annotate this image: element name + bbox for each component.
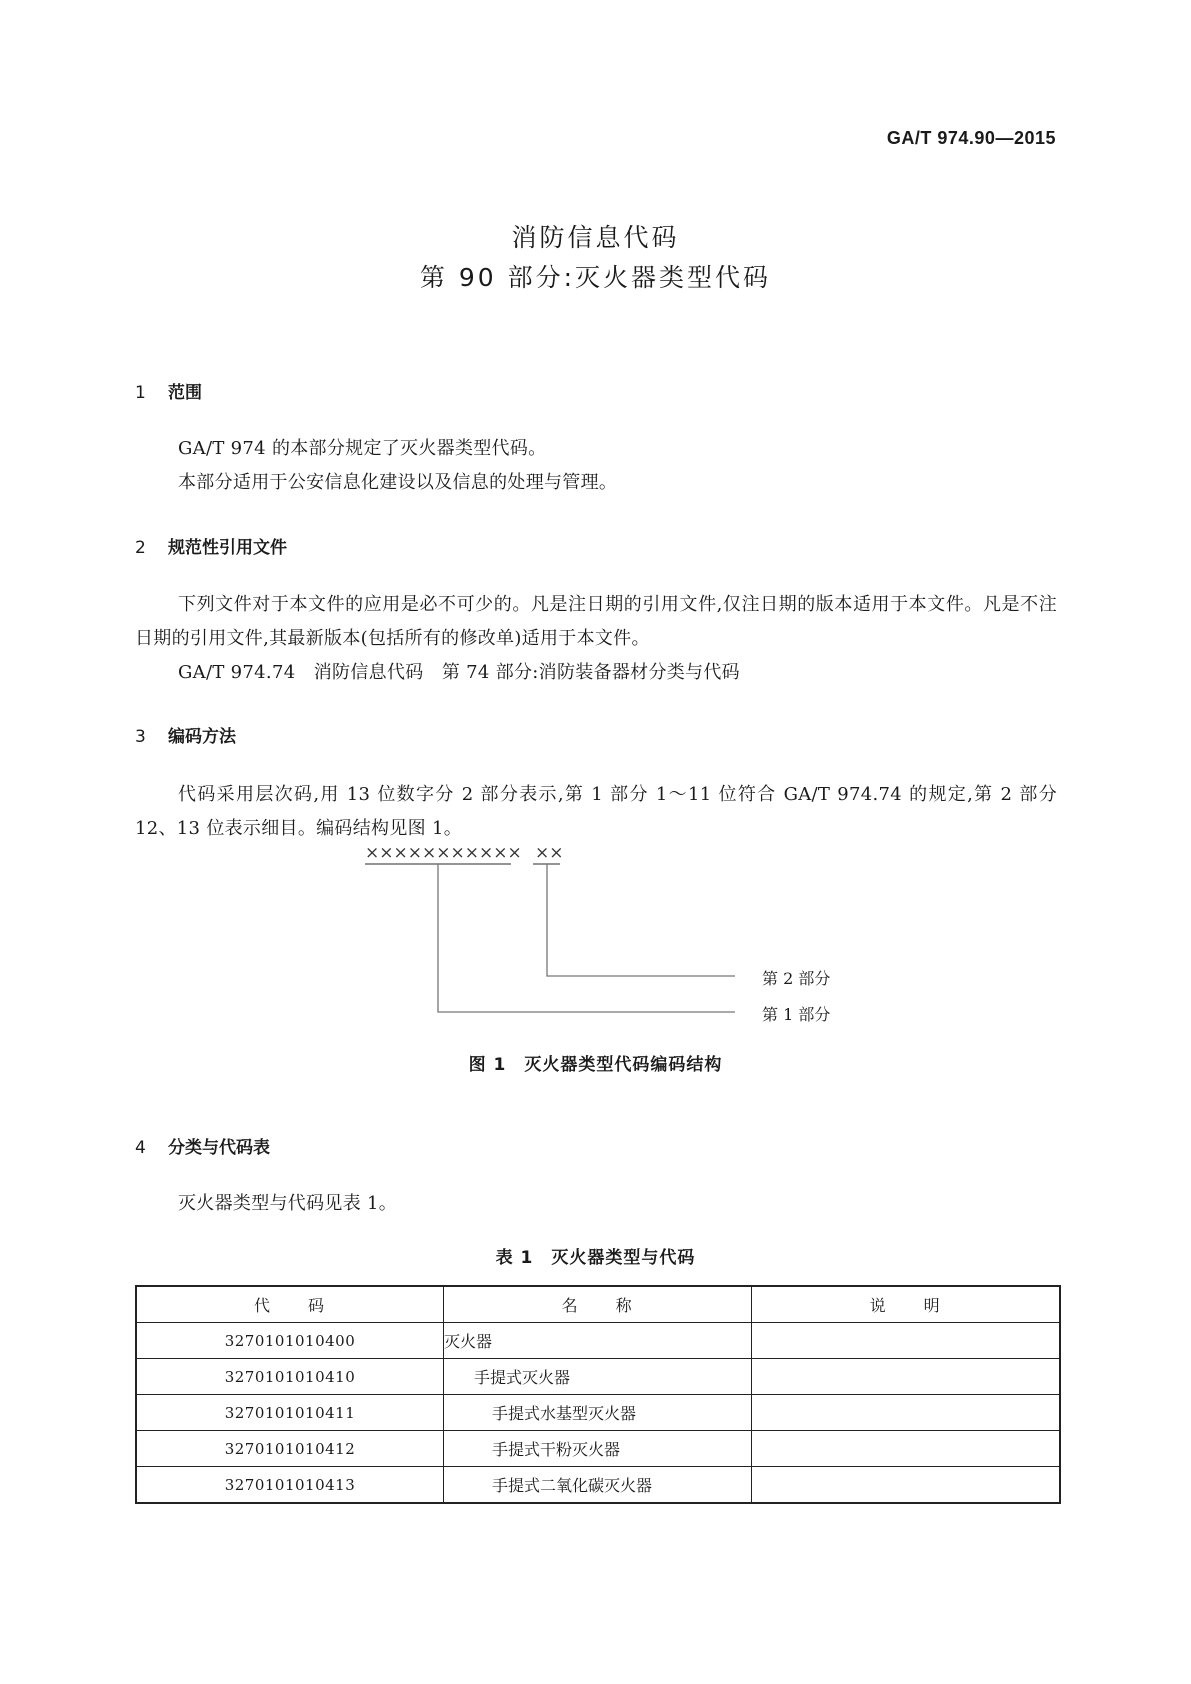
title-line-1: 消防信息代码 bbox=[511, 223, 680, 252]
header-name: 名 称 bbox=[443, 1286, 751, 1323]
cell-note bbox=[752, 1323, 1060, 1359]
cell-note bbox=[752, 1467, 1060, 1504]
label-part-2: 第 2 部分 bbox=[762, 969, 831, 988]
section-number: 3 bbox=[135, 727, 146, 747]
table-row bbox=[136, 1395, 1060, 1431]
cell-code: 3270101010411 bbox=[136, 1395, 443, 1431]
section-2-paragraph-1: 下列文件对于本文件的应用是必不可少的。凡是注日期的引用文件,仅注日期的版本适用于本文件。凡是不注日期的引用文件,其最新版本(包括所有的修改单)适用于本文件。 bbox=[135, 594, 1057, 649]
section-number: 1 bbox=[135, 383, 146, 403]
cell-code: 3270101010413 bbox=[136, 1467, 443, 1504]
extinguisher-code-table bbox=[135, 1285, 1061, 1504]
header-note: 说 明 bbox=[752, 1286, 1060, 1323]
part-2-symbols: ×× bbox=[535, 843, 564, 863]
cell-name: 手提式水基型灭火器 bbox=[443, 1395, 751, 1431]
cell-note bbox=[752, 1359, 1060, 1395]
title-line-2: 第 90 部分:灭火器类型代码 bbox=[419, 263, 772, 292]
section-4-paragraph-1: 灭火器类型与代码见表 1。 bbox=[178, 1193, 398, 1214]
table-row bbox=[136, 1323, 1060, 1359]
document-code: GA/T 974.90—2015 bbox=[886, 128, 1056, 148]
section-3-paragraph-1: 代码采用层次码,用 13 位数字分 2 部分表示,第 1 部分 1～11 位符合 GA/T 974.74 的规定,第 2 部分 12、13 位表示细目。编码结构见图 1。 bbox=[135, 784, 1057, 839]
cell-name: 手提式二氧化碳灭火器 bbox=[443, 1467, 751, 1504]
section-1-heading bbox=[135, 378, 202, 403]
cell-name: 手提式干粉灭火器 bbox=[443, 1431, 751, 1467]
section-number: 2 bbox=[135, 538, 146, 558]
section-4-heading bbox=[135, 1133, 270, 1158]
table-row bbox=[136, 1431, 1060, 1467]
cell-code: 3270101010412 bbox=[136, 1431, 443, 1467]
section-title: 分类与代码表 bbox=[168, 1138, 270, 1158]
section-title: 范围 bbox=[168, 383, 202, 403]
table-1-caption: 表 1 灭火器类型与代码 bbox=[495, 1248, 696, 1268]
section-title: 编码方法 bbox=[168, 727, 236, 747]
section-title: 规范性引用文件 bbox=[168, 538, 287, 558]
cell-code: 3270101010410 bbox=[136, 1359, 443, 1395]
part-1-symbols: ××××××××××× bbox=[365, 843, 522, 863]
section-2-heading bbox=[135, 533, 287, 558]
cell-note bbox=[752, 1395, 1060, 1431]
section-number: 4 bbox=[135, 1138, 146, 1158]
table-row bbox=[136, 1467, 1060, 1504]
part-1-connector bbox=[438, 864, 735, 1012]
section-2-reference: GA/T 974.74 消防信息代码 第 74 部分:消防装备器材分类与代码 bbox=[178, 662, 740, 683]
cell-name: 灭火器 bbox=[443, 1323, 751, 1359]
section-1-paragraph-2: 本部分适用于公安信息化建设以及信息的处理与管理。 bbox=[178, 472, 618, 493]
cell-note bbox=[752, 1431, 1060, 1467]
header-code: 代 码 bbox=[136, 1286, 443, 1323]
table-header-row bbox=[136, 1286, 1060, 1323]
cell-name: 手提式灭火器 bbox=[443, 1359, 751, 1395]
label-part-1: 第 1 部分 bbox=[762, 1005, 831, 1024]
section-3-heading bbox=[135, 722, 236, 747]
section-1-paragraph-1: GA/T 974 的本部分规定了灭火器类型代码。 bbox=[178, 438, 547, 459]
figure-1-caption: 图 1 灭火器类型代码编码结构 bbox=[468, 1055, 723, 1075]
part-2-connector bbox=[547, 864, 735, 976]
table-row bbox=[136, 1359, 1060, 1395]
cell-code: 3270101010400 bbox=[136, 1323, 443, 1359]
